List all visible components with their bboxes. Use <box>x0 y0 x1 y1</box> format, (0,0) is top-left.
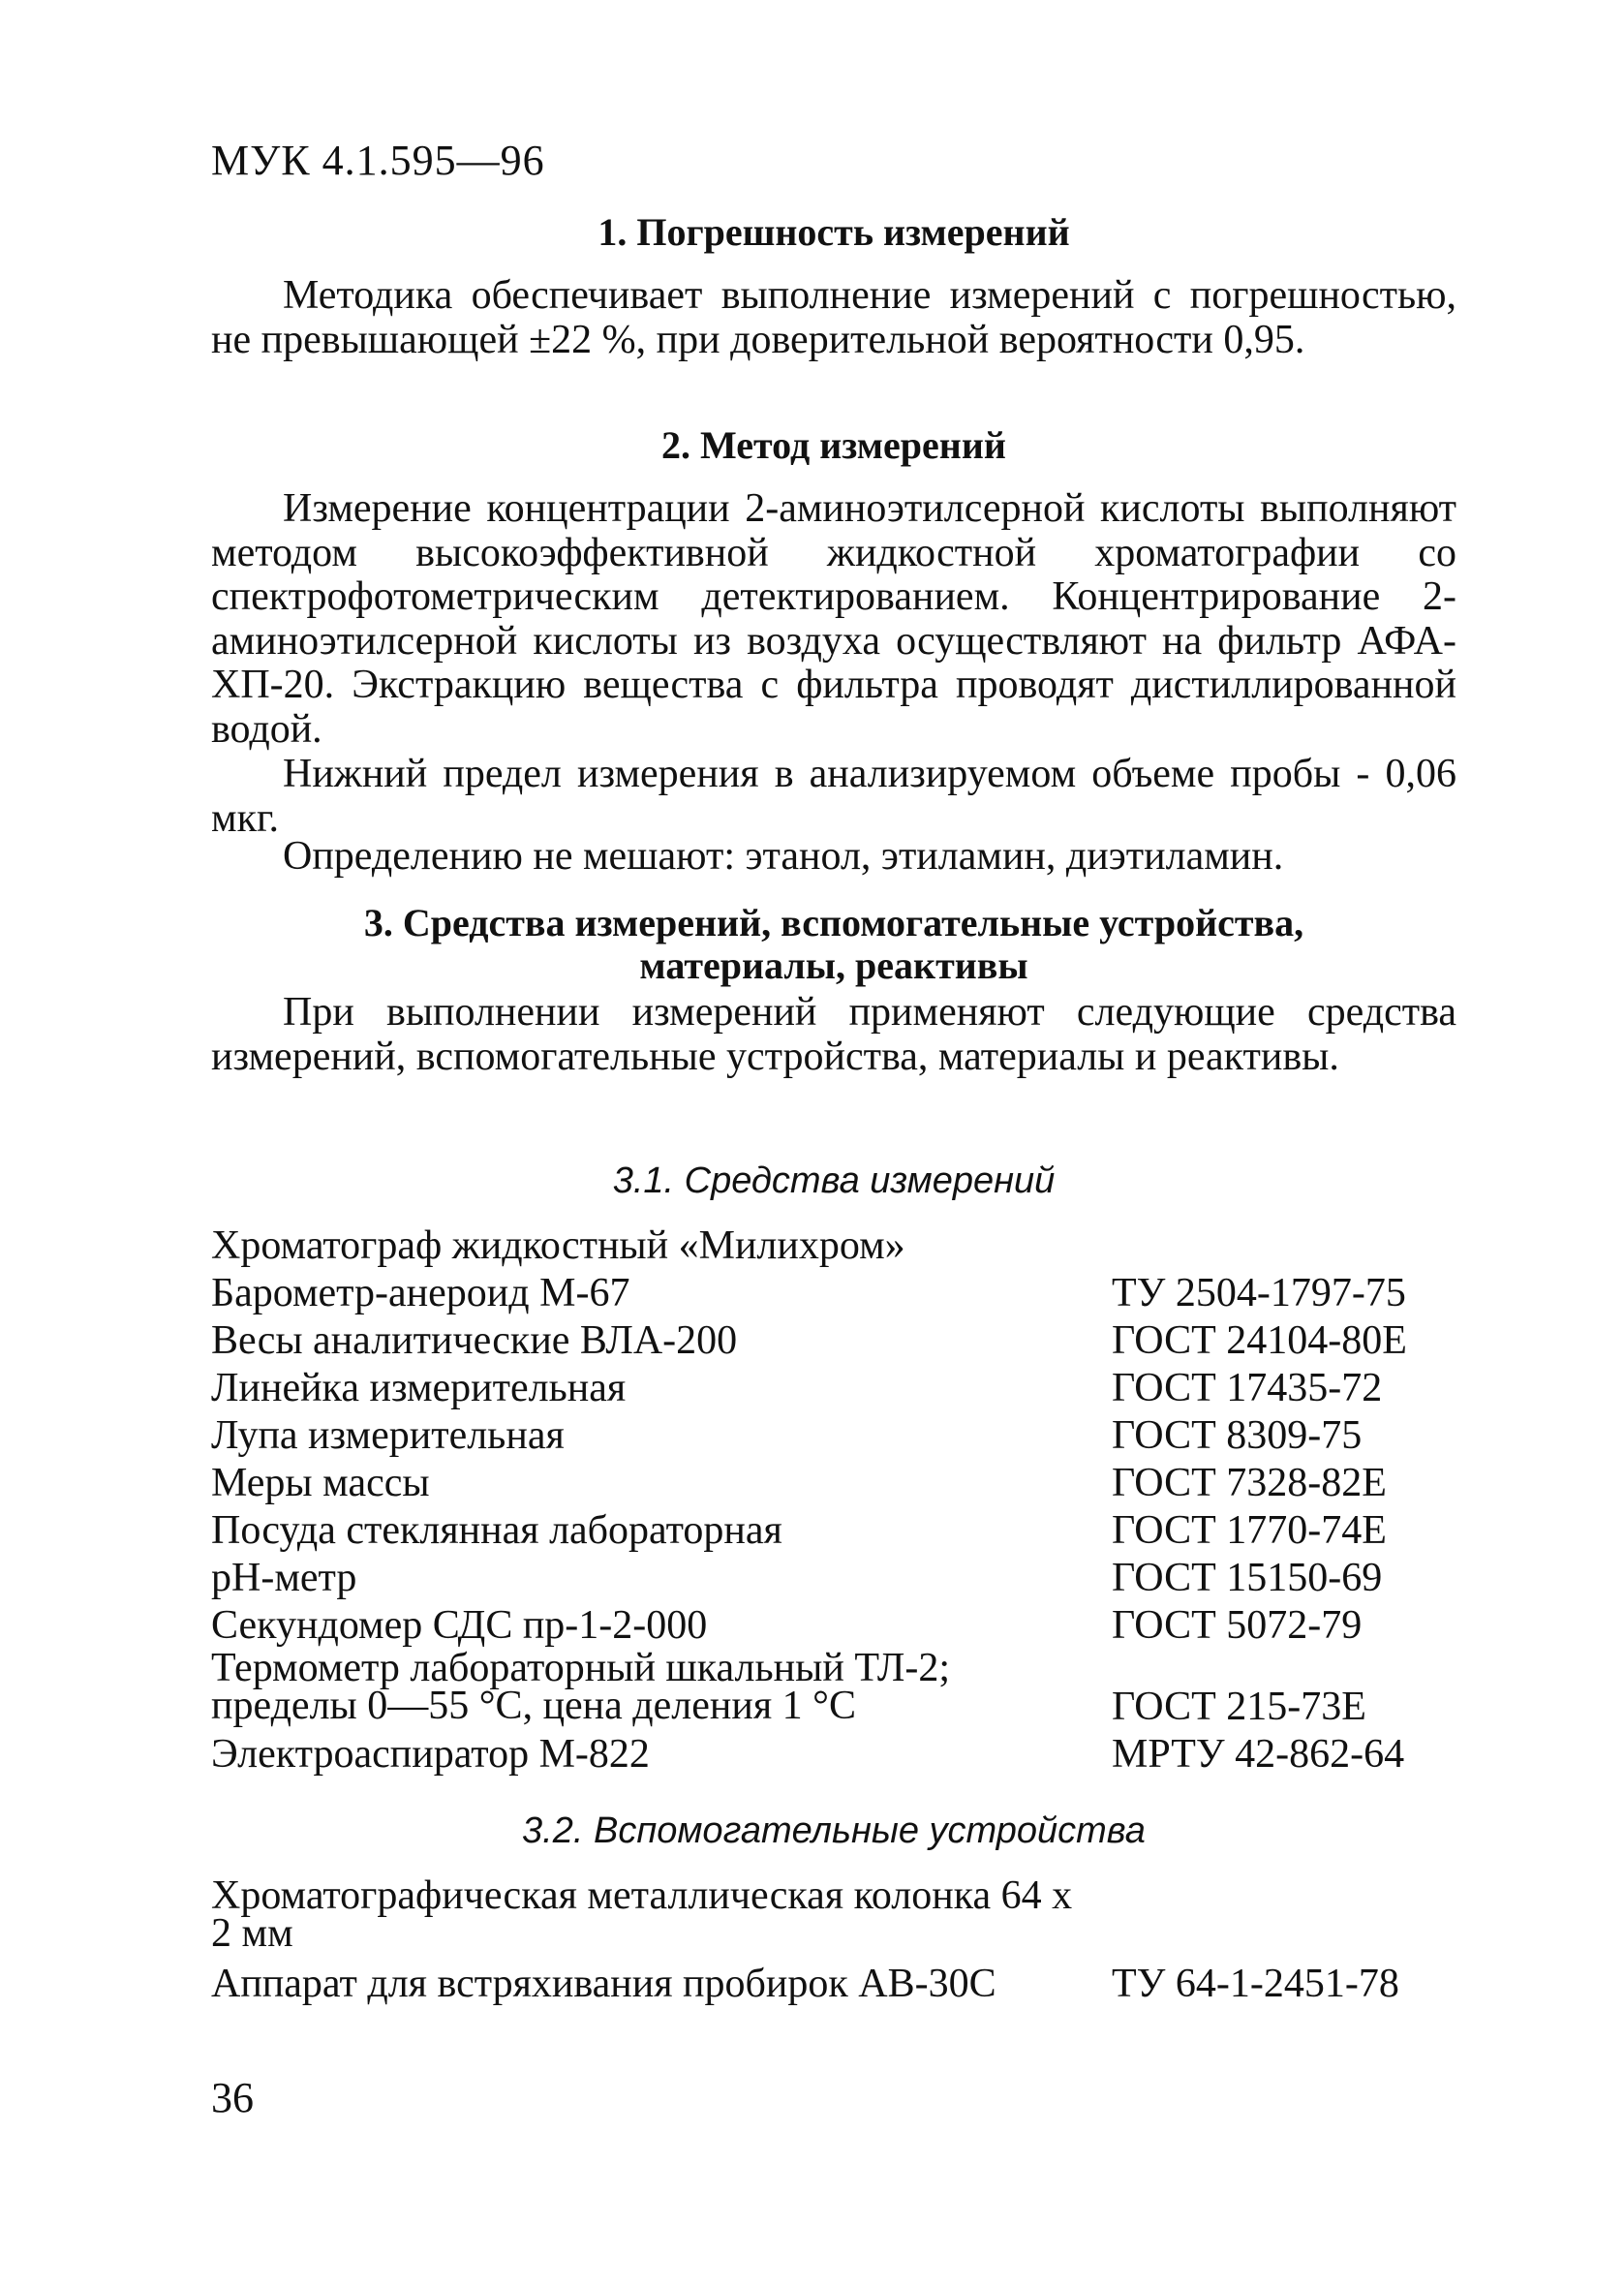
subsection-3-2-heading: 3.2. Вспомогательные устройства <box>522 1810 1146 1851</box>
section-3-text: При выполнении измерений применяют следующие средства измерений, вспомогательные устройства, материалы и реактивы. <box>211 990 1456 1079</box>
item-standard: ТУ 2504-1797-75 <box>1112 1271 1406 1315</box>
item-name: Лупа измерительная <box>211 1413 565 1458</box>
item-standard: ГОСТ 15150-69 <box>1112 1556 1383 1600</box>
table-row <box>211 1602 1470 1650</box>
auxiliary-devices-table <box>211 1873 1470 2008</box>
table-row <box>211 1555 1470 1602</box>
subsection-3-1-heading: 3.1. Средства измерений <box>612 1160 1056 1201</box>
item-name: Термометр лабораторный шкальный ТЛ-2; пределы 0—55 °С, цена деления 1 °С <box>211 1646 951 1728</box>
item-standard: ТУ 64-1-2451-78 <box>1112 1962 1399 2006</box>
item-name: Хроматограф жидкостный «Милихром» <box>211 1223 905 1268</box>
table-row <box>211 1412 1470 1460</box>
item-name: Барометр-анероид М-67 <box>211 1271 630 1315</box>
item-standard: ГОСТ 5072-79 <box>1112 1603 1363 1648</box>
item-name: Электроаспиратор М-822 <box>211 1732 650 1777</box>
table-row <box>211 1222 1470 1270</box>
section-2-paragraph: Измерение концентрации 2-аминоэтилсерной кислоты выполняют методом высокоэффективной жидкостной хроматографии со спектрофотометрическим детектированием. Концентрирование 2-аминоэтилсерной кислоты из воздуха осуществляют на фильтр АФА-ХП-20. Экстракцию вещества с фильтра проводят дистиллированной водой. <box>211 486 1456 752</box>
table-row <box>211 1961 1470 2008</box>
item-standard: ГОСТ 17435-72 <box>1112 1366 1383 1410</box>
item-standard: ГОСТ 8309-75 <box>1112 1413 1363 1458</box>
section-3-heading-line: 3. Средства измерений, вспомогательные устройства, <box>363 901 1304 944</box>
item-name: Посуда стеклянная лабораторная <box>211 1508 782 1553</box>
section-1-text: Методика обеспечивает выполнение измерений с погрешностью, не превышающей ±22 %, при доверительной вероятности 0,95. <box>211 273 1456 362</box>
table-row <box>211 1507 1470 1555</box>
section-3-heading <box>211 902 1456 987</box>
table-row <box>211 1460 1470 1507</box>
page-number: 36 <box>211 2074 254 2121</box>
item-name: Линейка измерительная <box>211 1366 627 1410</box>
item-standard: МРТУ 42-862-64 <box>1112 1732 1405 1777</box>
item-name: Секундомер СДС пр-1-2-000 <box>211 1603 708 1648</box>
table-row <box>211 1873 1470 1961</box>
item-standard: ГОСТ 1770-74Е <box>1112 1508 1387 1553</box>
table-row <box>211 1365 1470 1412</box>
item-standard: ГОСТ 24104-80Е <box>1112 1318 1407 1363</box>
table-row <box>211 1317 1470 1365</box>
table-row <box>211 1270 1470 1317</box>
section-3-heading-line: материалы, реактивы <box>639 943 1028 987</box>
item-standard: ГОСТ 7328-82Е <box>1112 1461 1387 1505</box>
section-2-heading: 2. Метод измерений <box>661 423 1006 467</box>
item-name: Аппарат для встряхивания пробирок АВ-30С <box>211 1962 996 2006</box>
table-row <box>211 1646 1470 1731</box>
section-1-heading: 1. Погрешность измерений <box>598 210 1070 254</box>
item-standard: ГОСТ 215-73Е <box>1112 1685 1366 1729</box>
section-2-paragraph: Нижний предел измерения в анализируемом объеме пробы - 0,06 мкг. <box>211 752 1456 841</box>
document-header: МУК 4.1.595—96 <box>211 137 545 184</box>
instruments-table <box>211 1222 1470 1779</box>
item-name: Весы аналитические ВЛА-200 <box>211 1318 738 1363</box>
table-row <box>211 1731 1470 1779</box>
item-name: Хроматографическая металлическая колонка 64 х 2 мм <box>211 1873 1073 1956</box>
item-name: рН-метр <box>211 1556 357 1600</box>
item-name: Меры массы <box>211 1461 430 1505</box>
section-2-paragraph: Определению не мешают: этанол, этиламин, диэтиламин. <box>283 834 1284 879</box>
